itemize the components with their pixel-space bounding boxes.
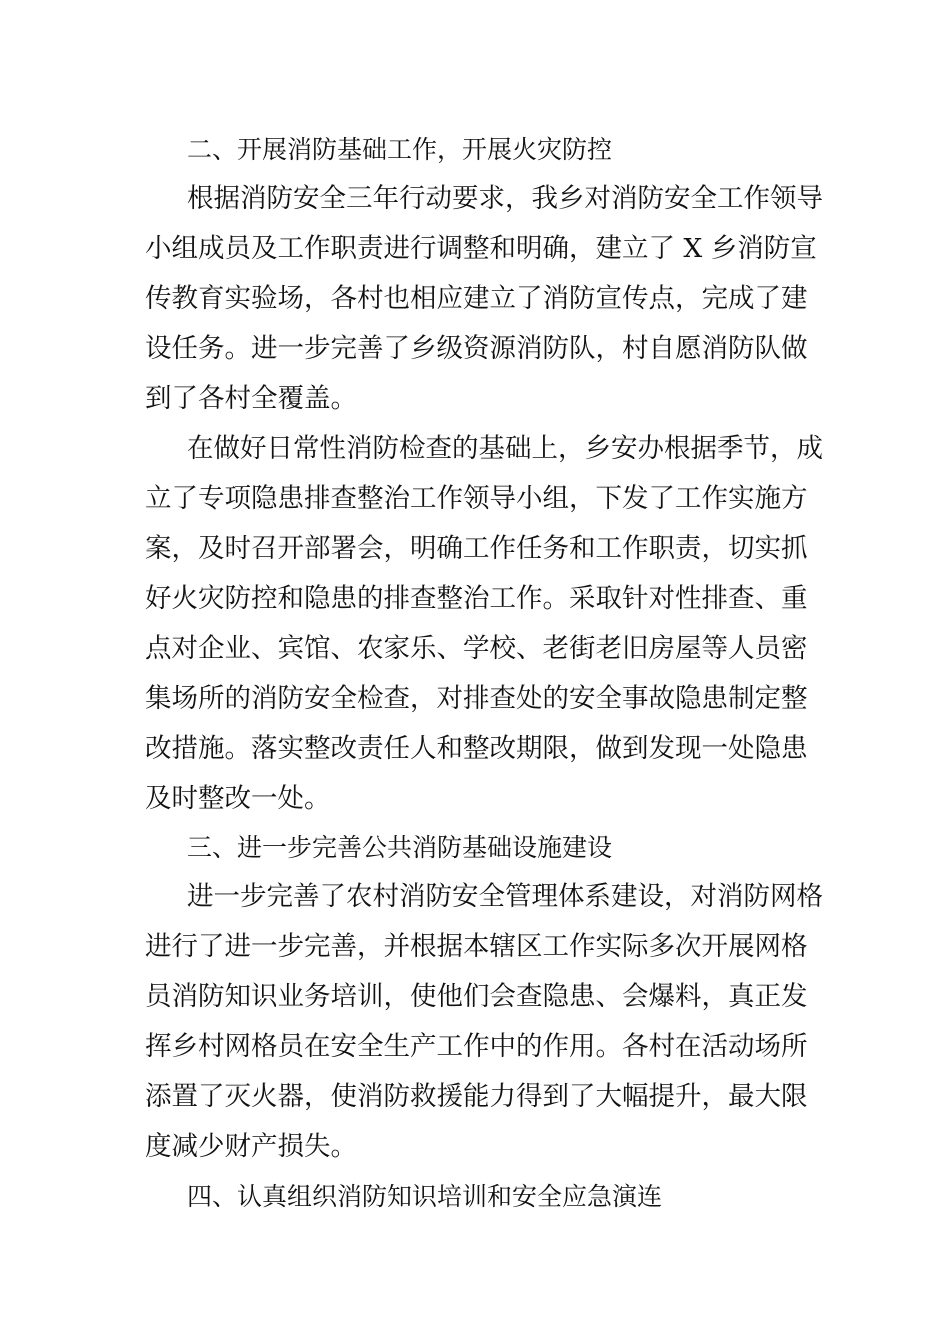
- paragraph-line: 好火灾防控和隐患的排查整治工作。采取针对性排查、重: [145, 583, 808, 614]
- paragraph-line: 设任务。进一步完善了乡级资源消防队，村自愿消防队做: [145, 333, 808, 364]
- paragraph-line: 改措施。落实整改责任人和整改期限，做到发现一处隐患: [145, 733, 808, 764]
- paragraph-line: 点对企业、宾馆、农家乐、学校、老街老旧房屋等人员密: [145, 633, 808, 664]
- section-heading-2: 二、开展消防基础工作，开展火灾防控: [187, 135, 613, 164]
- paragraph-line: 挥乡村网格员在安全生产工作中的作用。各村在活动场所: [145, 1031, 808, 1062]
- paragraph-line: 员消防知识业务培训，使他们会查隐患、会爆料，真正发: [145, 981, 808, 1012]
- paragraph-line: 进一步完善了农村消防安全管理体系建设，对消防网格: [187, 881, 823, 912]
- paragraph-line: 到了各村全覆盖。: [145, 383, 357, 414]
- paragraph-line: 根据消防安全三年行动要求，我乡对消防安全工作领导: [187, 183, 823, 214]
- paragraph-line: 集场所的消防安全检查，对排查处的安全事故隐患制定整: [145, 683, 808, 714]
- paragraph-line: 在做好日常性消防检查的基础上，乡安办根据季节，成: [187, 433, 823, 464]
- paragraph-line: 案，及时召开部署会，明确工作任务和工作职责，切实抓: [145, 533, 808, 564]
- paragraph-line: 进行了进一步完善，并根据本辖区工作实际多次开展网格: [145, 931, 808, 962]
- paragraph-line: 度减少财产损失。: [145, 1131, 357, 1162]
- paragraph-line: 小组成员及工作职责进行调整和明确，建立了 X 乡消防宣: [145, 233, 817, 264]
- paragraph-line: 传教育实验场，各村也相应建立了消防宣传点，完成了建: [145, 283, 808, 314]
- section-heading-3: 三、进一步完善公共消防基础设施建设: [187, 833, 613, 862]
- paragraph-line: 及时整改一处。: [145, 783, 331, 814]
- paragraph-line: 添置了灭火器，使消防救援能力得到了大幅提升，最大限: [145, 1081, 808, 1112]
- section-heading-4: 四、认真组织消防知识培训和安全应急演连: [187, 1182, 663, 1211]
- paragraph-line: 立了专项隐患排查整治工作领导小组，下发了工作实施方: [145, 483, 808, 514]
